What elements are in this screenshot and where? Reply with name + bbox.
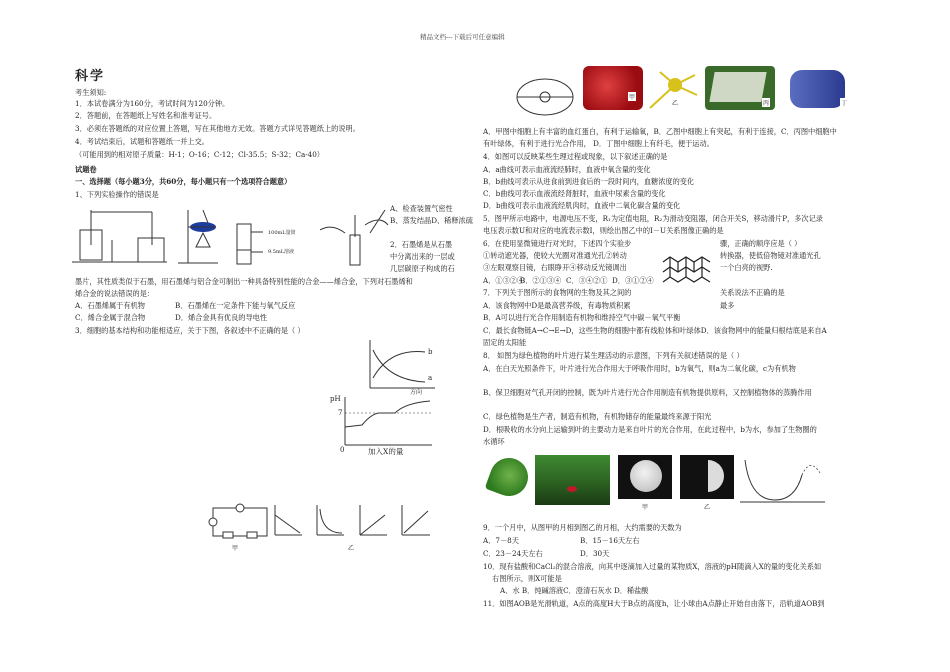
cylinder-label: 100mL量筒 [268, 230, 296, 236]
q4-option-c: C．b曲线可表示血液流经肾脏时，血液中尿素含量的变化 [483, 189, 666, 198]
question-6: 6．在使用显微镜进行对光时，下述四个实验步 [483, 239, 632, 248]
q7-option-a: A．该食物网中D是最高营养级，有毒物质积累 [483, 301, 631, 310]
ph-zero: 0 [340, 446, 345, 454]
option-b: B．石墨烯在一定条件下能与氧气反应 [175, 301, 296, 310]
notice-item: （可能用到的相对原子质量：H-1；O-16；C-12；Cl-35.5；S-32；Ca-40） [75, 150, 324, 159]
apparatus-airtight-check [72, 200, 167, 265]
question-6-right: 转换器，使低倍物镜对准通光孔 [720, 251, 821, 260]
question-5: 电压表示数U和对应的电流表示数I，则绘出图乙中的I－U关系图像正确的是 [483, 226, 724, 235]
ph-graph [340, 397, 435, 452]
apparatus-dilution [310, 205, 390, 267]
question-10: 10．现有盐酸和CaCl₂的混合溶液，向其中逐滴加入过量的某物质X，溶液的pH随滴入X的量的变化关系如 [483, 562, 822, 571]
notice-item: 1．本试卷满分为160分，考试时间为120分钟。 [75, 99, 230, 108]
bacteria-image [790, 70, 845, 108]
ph-label: pH [330, 395, 341, 403]
q7-option-a-cont: 最多 [720, 301, 735, 310]
question-2-body: 烯合金的说法错误的是： [75, 289, 155, 298]
option-c: C．烯合金属于混合物 [75, 313, 146, 322]
q10-options: A．水 B．纯碱溶液C．澄清石灰水 D．稀盐酸 [500, 586, 649, 595]
trajectory-diagram [740, 455, 825, 505]
moon-yi-icon [692, 460, 724, 492]
circuit-diagram [205, 502, 275, 542]
question-7-right: 关系说法不正确的是 [720, 288, 785, 297]
question-11: 11．如图AOB是光滑轨道，A点的高度H大于B点的高度h，让小球由A点静止开始自由落下，沿轨道AOB到 [483, 599, 825, 608]
cell-label-ding: 丁 [841, 100, 848, 107]
circuit-yi-label: 乙 [348, 545, 355, 552]
notice-heading: 考生须知: [75, 88, 107, 97]
question-2-body: 墨片，其性质类似于石墨，用石墨烯与铝合金可制出一种具备特别性能的合金——烯合金，下列对石墨烯和 [75, 277, 413, 286]
q4-option-b: B．b曲线可表示从进食前到进食后的一段时间内，血糖浓度的变化 [483, 177, 695, 186]
leaf-cross-section-image [535, 455, 610, 505]
moon-jia-icon [630, 460, 662, 492]
question-7: 7．下列关于图所示的食物网的生物及其之间的 [483, 288, 632, 297]
plant-cell-inner [709, 72, 766, 102]
q6-option-a: A．①③②④ [483, 276, 525, 285]
curve-a-label: a [428, 374, 433, 382]
q8-option-b: B、保卫细胞对气孔开闭的控制，既为叶片进行光合作用制造有机物提供原料，又控制植物体的蒸腾作用 [483, 388, 812, 397]
q8-option-c: C．绿色植物是生产者，制造有机物，有机物储存的能量最终来源于阳光 [483, 412, 712, 421]
q6-option-c: C．③④②① [566, 276, 608, 285]
leaf-image [485, 453, 534, 502]
page-header: 精品文档---下载后可任意编辑 [420, 33, 505, 41]
q9-option-b: B．15－16天左右 [580, 536, 640, 545]
leaf-stoma-highlight [567, 486, 577, 492]
question-5: 5．图甲所示电路中，电源电压不变，R₁为定值电阻，R₂为滑动变阻器，闭合开关S，移动滑片P，多次记录 [483, 214, 823, 223]
q7-option-b: B．A可以进行光合作用制造有机物和维持空气中碳－氧气平衡 [483, 313, 681, 322]
q3-option-line: A．甲图中细胞上有丰富的血红蛋白，有利于运输氧，B．乙图中细胞上有突起，有利于连接，C．丙图中细胞中 [483, 127, 837, 136]
section-heading: 一、选择题（每小题3分，共60分，每小题只有一个选项符合题意） [75, 177, 292, 186]
notice-item: 3．必须在答题纸的对应位置上答题，写在其他地方无效。答题方式详见答题纸上的说明。 [75, 124, 360, 133]
question-2-line: 几层碳原子构成的石 [390, 264, 455, 273]
question-6: ①转动遮光器，使较大光圈对准通光孔②转动 [483, 251, 627, 260]
option-d: D．烯合金具有优良的导电性 [175, 313, 268, 322]
q8-option-a: A．在白天光照条件下，叶片进行光合作用大于呼吸作用时，b为氧气，则a为二氧化碳，c为有机物 [483, 364, 796, 373]
q9-option-c: C．23－24天左右 [483, 549, 543, 558]
red-blood-cell-image [583, 66, 643, 110]
q4-option-d: D．b曲线可表示血液流经肌肉时，血液中二氧化碳含量的变化 [483, 201, 681, 210]
circuit-jia-label: 甲 [232, 545, 239, 552]
cell-label-bing: 丙 [763, 100, 770, 107]
iu-graphs [270, 505, 435, 540]
cell-label-jia: 甲 [629, 94, 636, 101]
ph-x-label: 加入X的量 [368, 447, 404, 456]
tube-label: 9.5mL溶液 [268, 249, 295, 255]
option-evaporation: B、蒸发结晶D、稀释浓硫 [390, 216, 473, 225]
curve-x-label: 方向 [410, 389, 423, 396]
question-2-line: 中分离出来的一层或 [390, 252, 455, 261]
graphene-lattice-image [658, 242, 718, 292]
question-10: 右图所示，则X可能是 [492, 574, 562, 583]
question-8: 8． 如图为绿色植物的叶片进行某生理活动的示意图，下列有关叙述错误的是（ ） [483, 351, 744, 360]
question-3: 3．细胞的基本结构和功能相适应，关于下图，各叙述中不正确的是（ ） [75, 326, 305, 335]
apparatus-evaporation [178, 205, 223, 265]
option-airtight: A、检查装置气密性 [390, 204, 453, 213]
curve-b-label: b [428, 348, 433, 356]
question-4: 4．如图可以反映某些生理过程或现象，以下叙述正确的是 [483, 152, 668, 161]
paper-label: 试题卷 [75, 165, 97, 174]
question-6-right: 骤，正确的顺序应是（ ） [720, 239, 802, 248]
page-title: 科学 [75, 69, 106, 84]
question-6-right: 一个白亮的视野. [720, 263, 773, 272]
ph-seven: 7 [338, 409, 343, 417]
cell-label-yi: 乙 [672, 100, 679, 107]
q3-option-line: 有叶绿体，有利于进行光合作用， D．丁图中细胞上有纤毛，便于运动。 [483, 139, 714, 148]
notice-item: 4．考试结束后，试题和答题纸一并上交。 [75, 137, 209, 146]
notice-item: 2．答题前，在答题纸上写姓名和准考证号。 [75, 111, 217, 120]
q8-option-d-cont: 水循环 [483, 437, 505, 446]
q4-option-a: A．a曲线可表示血液流经肺时，血液中氧含量的变化 [483, 165, 651, 174]
q6-option-d: D．③①②④ [612, 276, 654, 285]
question-9: 9．一个月中，从图甲的月相到图乙的月相，大约需要的天数为 [483, 523, 682, 532]
moon-yi-label: 乙 [704, 504, 711, 511]
q6-option-b: B．②①③④ [520, 276, 562, 285]
q8-option-d: D．根吸收的水分向上运输到叶的主要动力是来自叶片的光合作用，在此过程中，b为水，参加了生物圈的 [483, 425, 817, 434]
question-6: ③左眼观察目镜，右眼睁开④移动反光镜调出 [483, 263, 627, 272]
moon-jia-label: 甲 [642, 504, 649, 511]
q9-option-d: D．30天 [580, 549, 610, 558]
heart-circulation-diagram [510, 76, 580, 118]
q7-option-cd: C．最长食物链A→C→E→D，这些生物的细胞中都有线粒体和叶绿体D．该食物网中的能量归根结底是来自A [483, 326, 827, 335]
question-2-line: 2．石墨烯是从石墨 [390, 240, 453, 249]
option-a: A．石墨烯属于有机物 [75, 301, 145, 310]
q7-option-cd-cont: 固定的太阳能 [483, 338, 527, 347]
question-1: 1、下列实验操作的错误是 [75, 190, 159, 199]
q9-option-a: A．7－8天 [483, 536, 519, 545]
